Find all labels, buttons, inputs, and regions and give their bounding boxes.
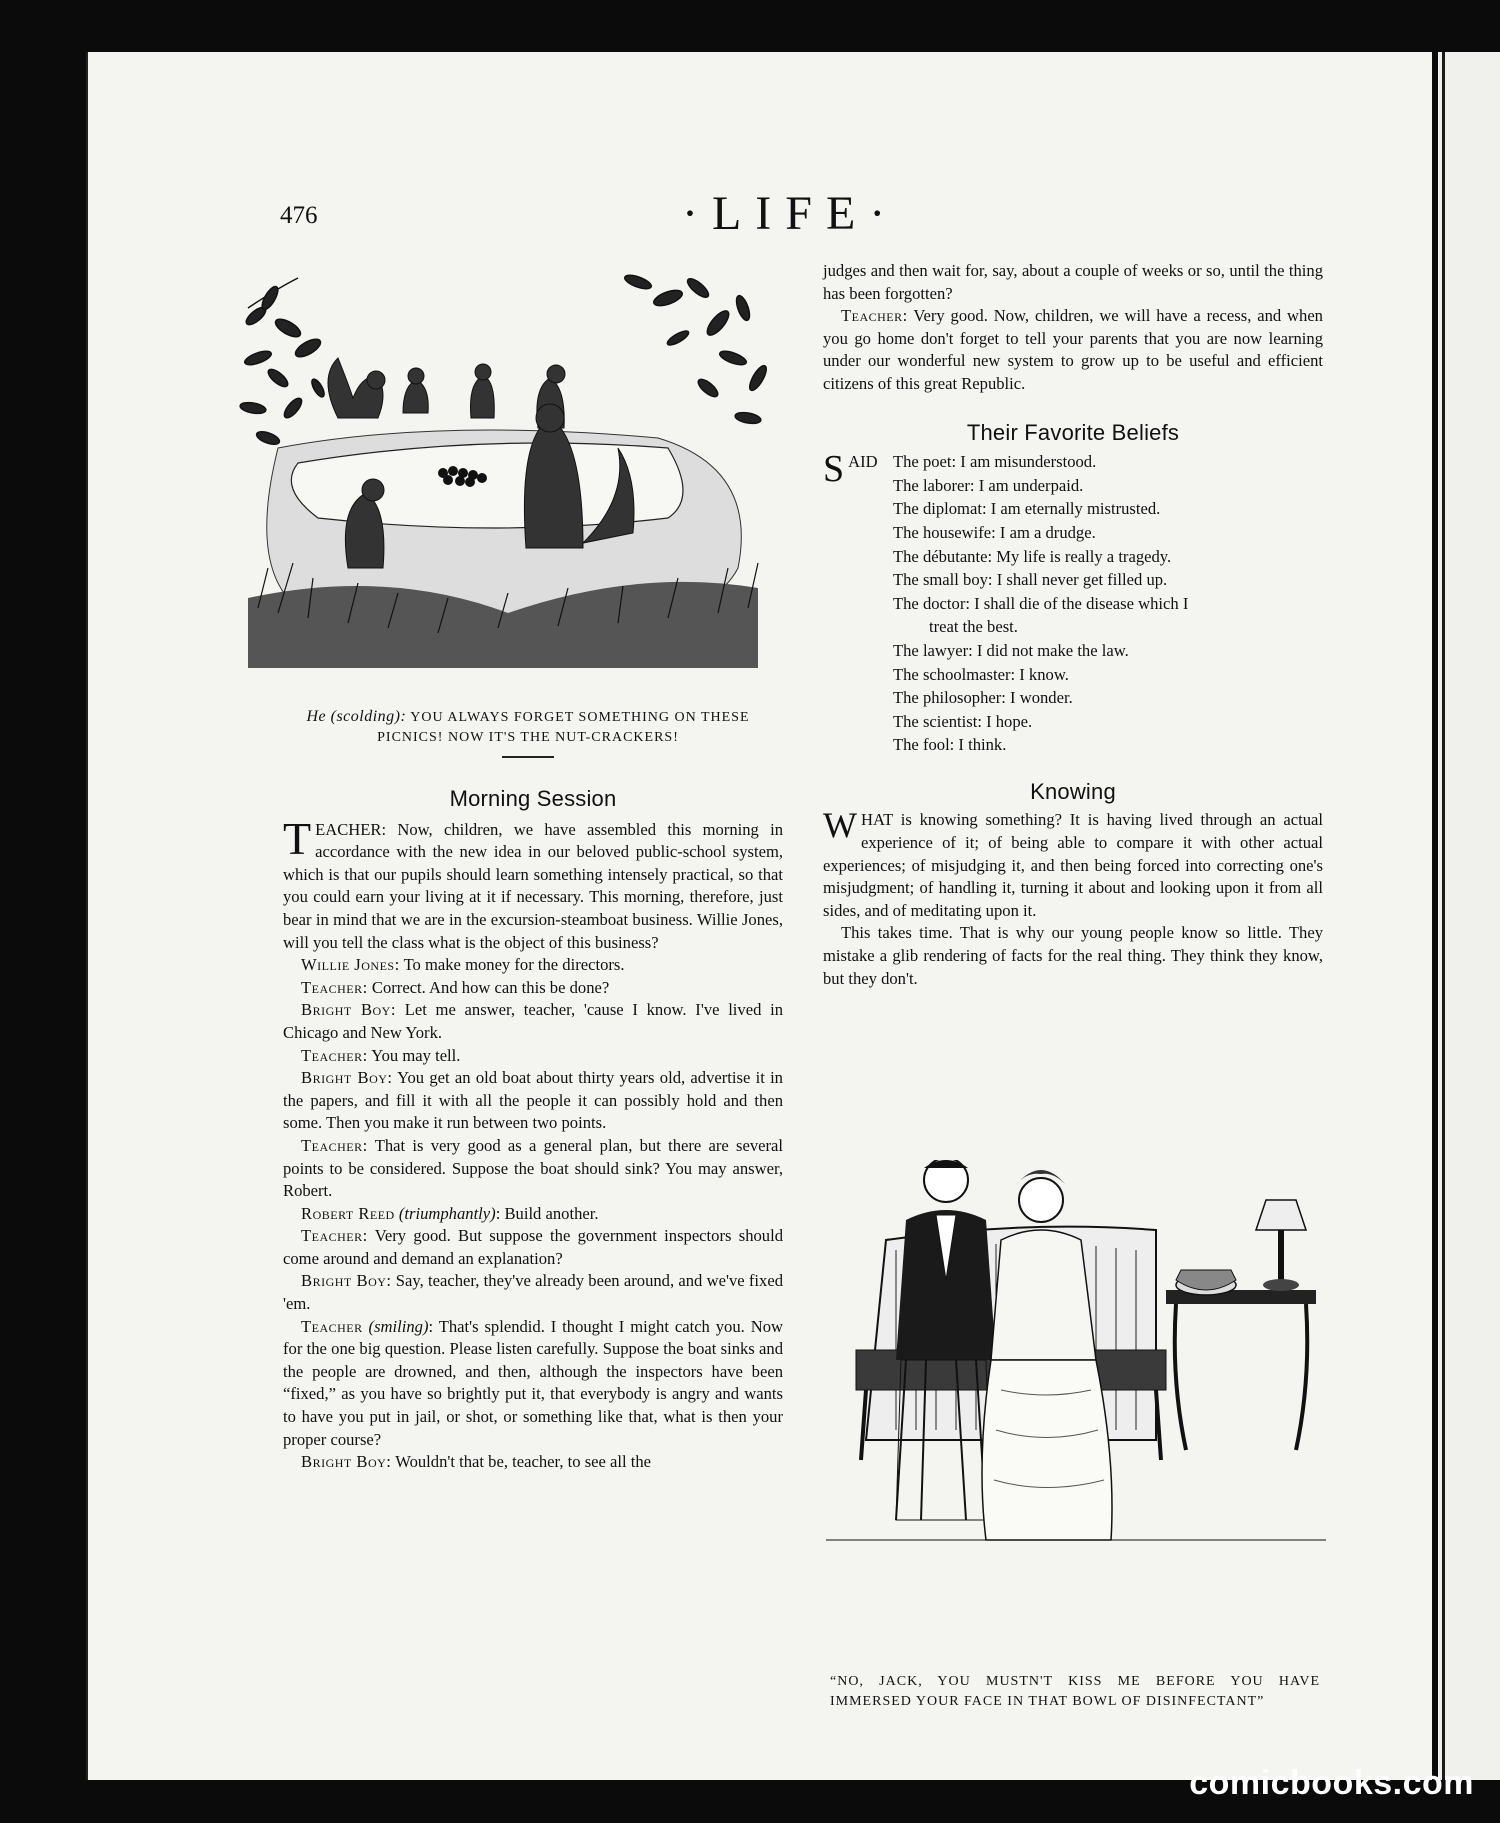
morning-paragraph-1: TEACHER: Now, children, we have assembled this morning in accordance with the new idea in our beloved public-school system, which is that our pupils should learn something intensely practical, so that you could earn your living at it if necessary. This morning, therefore, just bear in mind that we are in the excursion-steamboat business. Willie Jones, will you tell the class what is the object of this business? [283, 812, 783, 952]
dialogue-line: Bright Boy: Say, teacher, they've already been around, and we've fixed 'em. [283, 1271, 783, 1314]
belief-line: The schoolmaster: I know. [893, 664, 1069, 684]
belief-line: treat the best. [929, 617, 1018, 637]
beliefs-intro: AID [848, 452, 878, 472]
belief-line: The fool: I think. [893, 735, 1007, 755]
dialogue-line: Bright Boy: Wouldn't that be, teacher, to see all the [301, 1452, 652, 1472]
dialogue-line: Teacher: Correct. And how can this be done? [301, 977, 610, 997]
dialogue-line: Teacher: You may tell. [301, 1045, 461, 1065]
dialogue-line: Teacher: That is very good as a general plan, but there are several points to be considered. Suppose the boat should sink? You may answer, Robert. [283, 1135, 783, 1201]
right-column [823, 260, 1323, 990]
knowing-paragraph-1: WHAT is knowing something? It is having lived through an actual experience of it; of being able to compare it with other actual experiences; of misjudging it, and then being forced into correcting one's misjudgment; of handling it, turning it about and looking upon it from all sides, and of meditating upon it. [823, 805, 1323, 920]
caption-text: YOU ALWAYS FORGET SOMETHING ON THESE PICNICS! NOW IT'S THE NUT-CRACKERS! [377, 710, 750, 745]
masthead-title: ·LIFE· [682, 187, 900, 240]
belief-line: The diplomat: I am eternally mistrusted. [893, 499, 1161, 519]
dialogue-line: Willie Jones: To make money for the directors. [301, 955, 625, 975]
belief-line: The débutante: My life is really a tragedy. [893, 546, 1172, 566]
dialogue-line: Robert Reed (triumphantly): Build another. [301, 1203, 599, 1223]
morning-session-title: Morning Session [449, 786, 617, 811]
belief-line: The doctor: I shall die of the disease which I [893, 593, 1189, 613]
next-page-edge [1438, 52, 1500, 1780]
dialogue-line: Bright Boy: Let me answer, teacher, 'cause I know. I've lived in Chicago and New York. [283, 1000, 784, 1042]
dialogue-line: Bright Boy: You get an old boat about thirty years old, advertise it in the papers, and fill it with all the people it can possibly hold and then some. Then you make it run between two points. [283, 1068, 783, 1133]
belief-line: The philosopher: I wonder. [893, 688, 1073, 708]
cartoon2-caption: “NO, JACK, YOU MUSTN'T KISS ME BEFORE YOU HAVE IMMERSED YOUR FACE IN THAT BOWL OF DISINFECTANT” [830, 1674, 1320, 1709]
squirrel-picnic-illustration [238, 268, 780, 688]
page-number: 476 [280, 202, 318, 229]
dropcap-s: S [823, 448, 845, 491]
beliefs-list [823, 450, 1323, 757]
belief-line: The housewife: I am a drudge. [893, 522, 1096, 542]
knowing-paragraph-2: This takes time. That is why our young people know so little. They mistake a glib rendering of facts for the real thing. They think they know, but they don't. [823, 923, 1323, 988]
dialogue-line: Teacher (smiling): That's splendid. I thought I might catch you. Now for the one big question. Please listen carefully. Suppose the boat sinks and the people are drowned, and then, although the inspectors have been “fixed,” as you have so brightly put it, that everybody is angry and wants to have you put in jail, or shot, or something like that, what is then your proper course? [283, 1316, 783, 1449]
watermark-logo: comicbooks.com [1189, 1764, 1474, 1802]
dropcap-t: T [283, 812, 312, 864]
belief-line: The laborer: I am underpaid. [893, 475, 1084, 495]
section-divider [502, 756, 554, 758]
cartoon-caption [272, 707, 784, 758]
knowing-title: Knowing [1030, 778, 1116, 804]
dialogue-line: Teacher: Very good. Now, children, we will have a recess, and when you go home don't forget to tell your parents that you are now learning under our wonderful new system to grow up to be useful and efficient citizens of this great Republic. [823, 306, 1323, 393]
favorite-beliefs-title: Their Favorite Beliefs [966, 419, 1180, 445]
couple-on-sofa-illustration [826, 1160, 1326, 1560]
left-column [283, 788, 783, 1474]
caption-speaker: He (scolding): [306, 708, 407, 725]
belief-line: The scientist: I hope. [893, 711, 1033, 731]
dialogue-line: Teacher: Very good. But suppose the government inspectors should come around and demand an explanation? [283, 1226, 783, 1268]
morning-continued: judges and then wait for, say, about a couple of weeks or so, until the thing has been forgotten? [823, 261, 1323, 303]
dropcap-w: W [823, 805, 857, 846]
belief-line: The small boy: I shall never get filled up. [893, 570, 1168, 590]
belief-line: The lawyer: I did not make the law. [893, 640, 1129, 660]
belief-line: The poet: I am misunderstood. [893, 452, 1097, 472]
